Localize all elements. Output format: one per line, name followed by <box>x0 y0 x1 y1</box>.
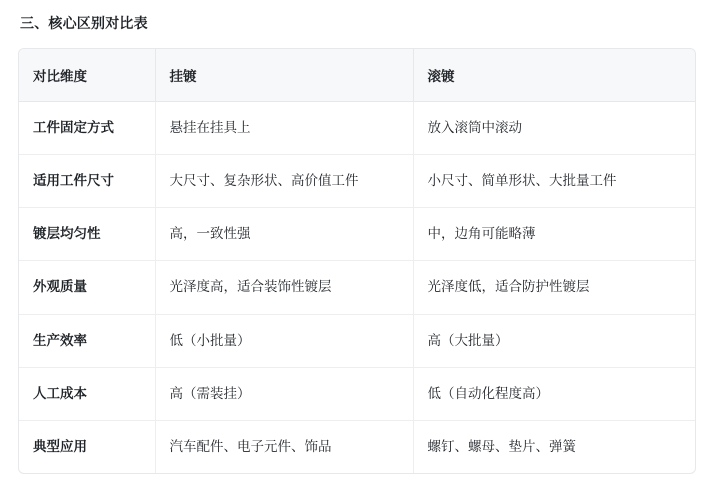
page-title: 三、核心区别对比表 <box>20 15 148 31</box>
row-barrel-value: 中，边角可能略薄 <box>413 208 695 261</box>
column-header-dimension: 对比维度 <box>19 49 155 102</box>
comparison-table <box>19 49 695 474</box>
row-barrel-value: 低（自动化程度高） <box>413 367 695 420</box>
row-dimension-label: 镀层均匀性 <box>19 208 155 261</box>
row-rack-value: 高（需装挂） <box>155 367 413 420</box>
table-row <box>19 261 695 314</box>
column-header-rack-plating: 挂镀 <box>155 49 413 102</box>
row-dimension-label: 生产效率 <box>19 314 155 367</box>
row-barrel-value: 高（大批量） <box>413 314 695 367</box>
table-header-row <box>19 49 695 102</box>
table-row <box>19 367 695 420</box>
row-rack-value: 高，一致性强 <box>155 208 413 261</box>
row-barrel-value: 光泽度低，适合防护性镀层 <box>413 261 695 314</box>
table-row <box>19 154 695 207</box>
row-dimension-label: 典型应用 <box>19 421 155 474</box>
row-barrel-value: 小尺寸、简单形状、大批量工件 <box>413 154 695 207</box>
row-rack-value: 低（小批量） <box>155 314 413 367</box>
table-row <box>19 421 695 474</box>
row-rack-value: 悬挂在挂具上 <box>155 101 413 154</box>
row-rack-value: 汽车配件、电子元件、饰品 <box>155 421 413 474</box>
table-header <box>19 49 695 102</box>
comparison-table-container <box>18 48 696 475</box>
table-row <box>19 314 695 367</box>
row-barrel-value: 放入滚筒中滚动 <box>413 101 695 154</box>
column-header-barrel-plating: 滚镀 <box>413 49 695 102</box>
row-rack-value: 光泽度高，适合装饰性镀层 <box>155 261 413 314</box>
row-dimension-label: 外观质量 <box>19 261 155 314</box>
row-barrel-value: 螺钉、螺母、垫片、弹簧 <box>427 439 576 455</box>
table-row <box>19 208 695 261</box>
row-dimension-label: 工件固定方式 <box>19 101 155 154</box>
row-dimension-label: 适用工件尺寸 <box>19 154 155 207</box>
row-rack-value: 大尺寸、复杂形状、高价值工件 <box>155 154 413 207</box>
row-dimension-label: 人工成本 <box>19 367 155 420</box>
table-body <box>19 101 695 473</box>
table-row <box>19 101 695 154</box>
